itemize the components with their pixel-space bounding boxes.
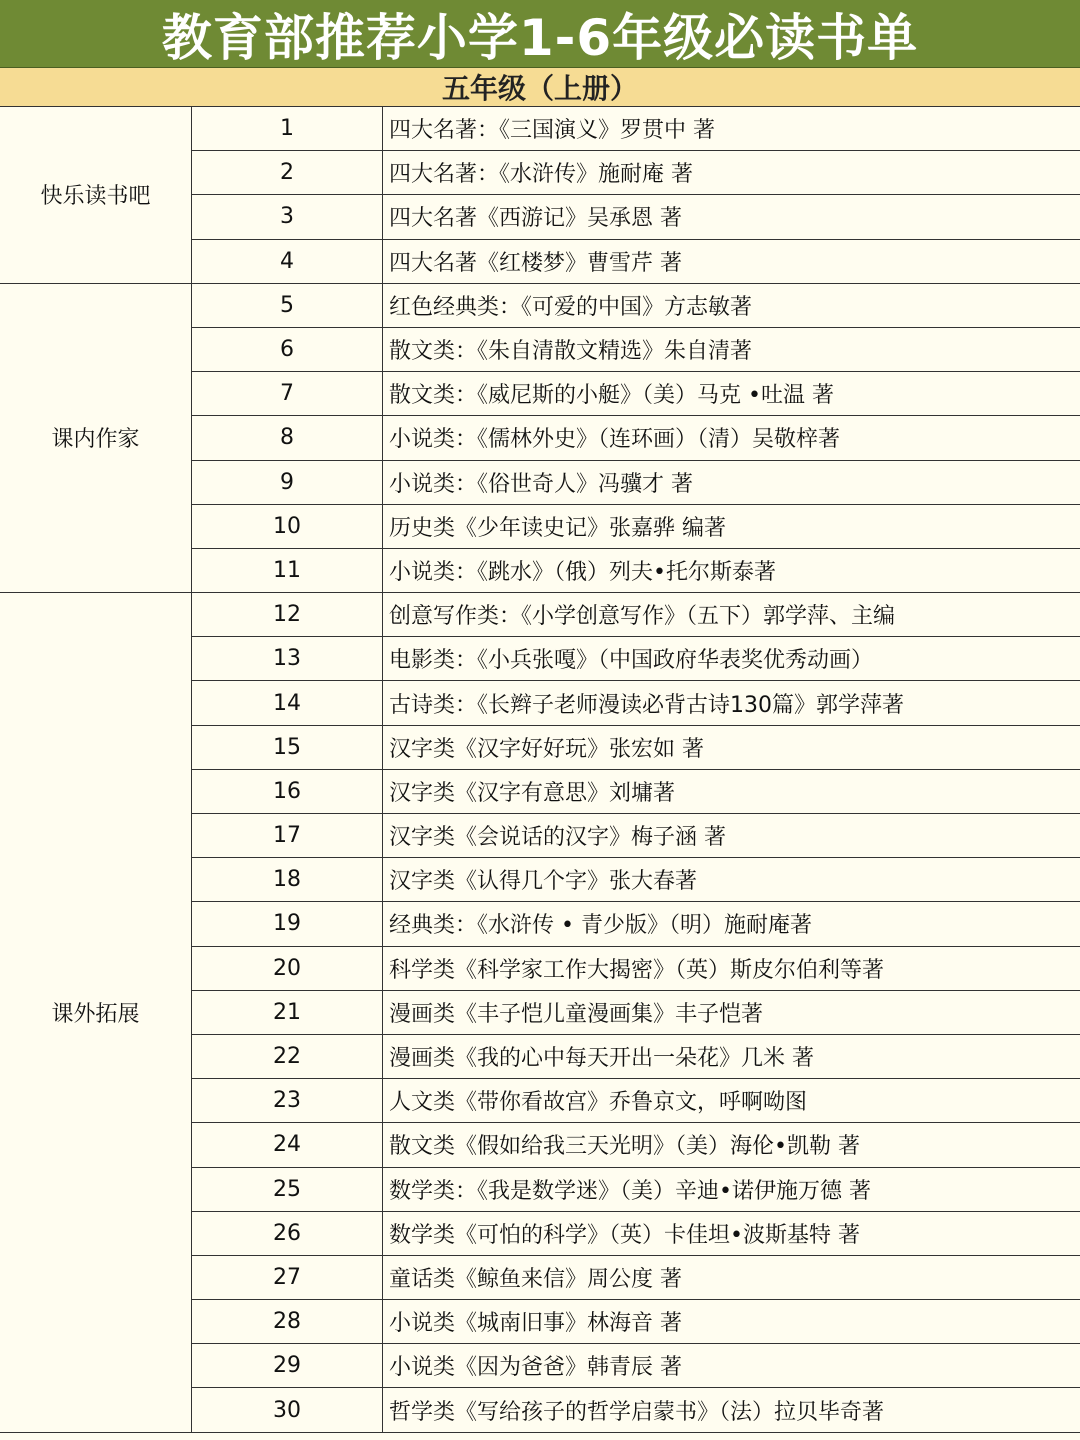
row-number: 20 — [192, 946, 383, 990]
book-entry: 汉字类《汉字有意思》刘墉著 — [383, 769, 1080, 813]
book-entry: 小说类：《俗世奇人》冯骥才 著 — [383, 460, 1080, 504]
row-number: 15 — [192, 725, 383, 769]
grade-heading: 五年级（上册） — [0, 68, 1080, 107]
row-number: 11 — [192, 548, 383, 592]
row-number: 19 — [192, 902, 383, 946]
book-list-table — [0, 107, 1080, 1433]
page-title: 教育部推荐小学1-6年级必读书单 — [0, 0, 1080, 68]
row-number: 14 — [192, 681, 383, 725]
row-number: 30 — [192, 1388, 383, 1432]
book-entry: 漫画类《丰子恺儿童漫画集》丰子恺著 — [383, 990, 1080, 1034]
row-number: 25 — [192, 1167, 383, 1211]
row-number: 12 — [192, 593, 383, 637]
table-row — [0, 593, 1080, 637]
book-entry: 小说类：《跳水》（俄）列夫•托尔斯泰著 — [383, 548, 1080, 592]
row-number: 5 — [192, 283, 383, 327]
row-number: 26 — [192, 1211, 383, 1255]
book-entry: 漫画类《我的心中每天开出一朵花》几米 著 — [383, 1034, 1080, 1078]
book-entry: 经典类：《水浒传 • 青少版》（明）施耐庵著 — [383, 902, 1080, 946]
book-entry: 汉字类《汉字好好玩》张宏如 著 — [383, 725, 1080, 769]
row-number: 8 — [192, 416, 383, 460]
row-number: 6 — [192, 327, 383, 371]
category-label: 课外拓展 — [0, 593, 192, 1433]
book-entry: 四大名著：《三国演义》罗贯中 著 — [383, 107, 1080, 151]
book-entry: 汉字类《认得几个字》张大春著 — [383, 858, 1080, 902]
book-entry: 历史类《少年读史记》张嘉骅 编著 — [383, 504, 1080, 548]
row-number: 7 — [192, 372, 383, 416]
category-label: 课内作家 — [0, 283, 192, 592]
row-number: 2 — [192, 151, 383, 195]
row-number: 17 — [192, 814, 383, 858]
book-entry: 哲学类《写给孩子的哲学启蒙书》（法）拉贝毕奇著 — [383, 1388, 1080, 1432]
row-number: 1 — [192, 107, 383, 151]
book-entry: 科学类《科学家工作大揭密》（英）斯皮尔伯利等著 — [383, 946, 1080, 990]
book-entry: 数学类：《我是数学迷》（美）辛迪•诺伊施万德 著 — [383, 1167, 1080, 1211]
row-number: 4 — [192, 239, 383, 283]
book-entry: 四大名著《西游记》吴承恩 著 — [383, 195, 1080, 239]
row-number: 13 — [192, 637, 383, 681]
book-entry: 红色经典类：《可爱的中国》方志敏著 — [383, 283, 1080, 327]
book-entry: 小说类：《儒林外史》（连环画）（清）吴敬梓著 — [383, 416, 1080, 460]
book-entry: 四大名著《红楼梦》曹雪芹 著 — [383, 239, 1080, 283]
row-number: 18 — [192, 858, 383, 902]
book-entry: 童话类《鲸鱼来信》周公度 著 — [383, 1255, 1080, 1299]
table-row — [0, 283, 1080, 327]
table-row — [0, 107, 1080, 151]
row-number: 28 — [192, 1300, 383, 1344]
book-entry: 散文类《假如给我三天光明》（美）海伦•凯勒 著 — [383, 1123, 1080, 1167]
row-number: 22 — [192, 1034, 383, 1078]
book-entry: 数学类《可怕的科学》（英）卡佳坦•波斯基特 著 — [383, 1211, 1080, 1255]
row-number: 9 — [192, 460, 383, 504]
book-entry: 散文类：《朱自清散文精选》朱自清著 — [383, 327, 1080, 371]
book-entry: 小说类《因为爸爸》韩青辰 著 — [383, 1344, 1080, 1388]
row-number: 27 — [192, 1255, 383, 1299]
row-number: 24 — [192, 1123, 383, 1167]
row-number: 16 — [192, 769, 383, 813]
book-entry: 四大名著：《水浒传》施耐庵 著 — [383, 151, 1080, 195]
book-entry: 古诗类：《长辫子老师漫读必背古诗130篇》郭学萍著 — [383, 681, 1080, 725]
book-entry: 小说类《城南旧事》林海音 著 — [383, 1300, 1080, 1344]
book-entry: 人文类《带你看故宫》乔鲁京文，呼啊呦图 — [383, 1079, 1080, 1123]
row-number: 10 — [192, 504, 383, 548]
book-entry: 电影类：《小兵张嘎》（中国政府华表奖优秀动画） — [383, 637, 1080, 681]
book-entry: 汉字类《会说话的汉字》梅子涵 著 — [383, 814, 1080, 858]
category-label: 快乐读书吧 — [0, 107, 192, 283]
row-number: 29 — [192, 1344, 383, 1388]
row-number: 3 — [192, 195, 383, 239]
row-number: 21 — [192, 990, 383, 1034]
row-number: 23 — [192, 1079, 383, 1123]
book-entry: 创意写作类：《小学创意写作》（五下）郭学萍、主编 — [383, 593, 1080, 637]
book-entry: 散文类：《威尼斯的小艇》（美）马克 •吐温 著 — [383, 372, 1080, 416]
